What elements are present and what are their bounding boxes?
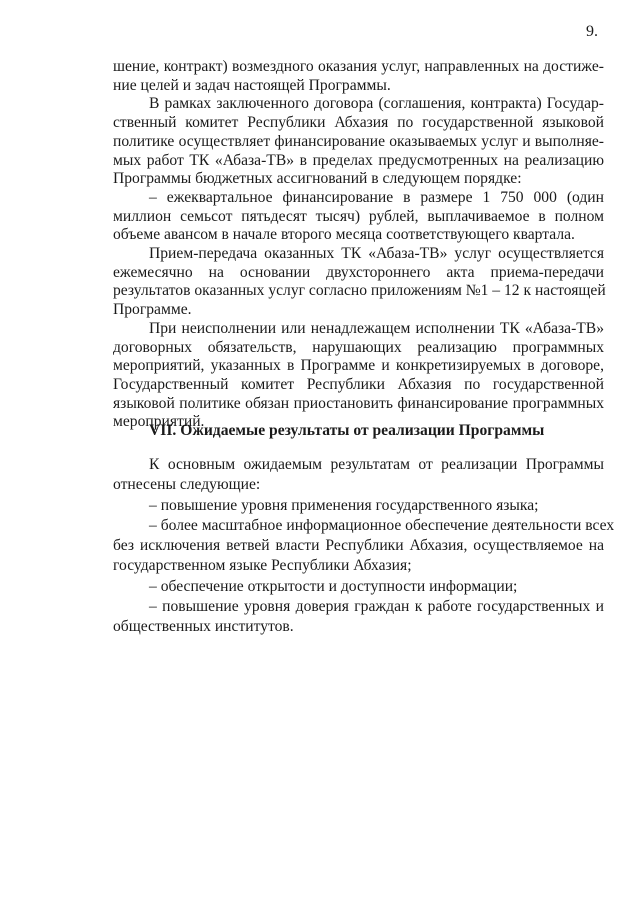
text-line: языковой политике обязан приостановить финансирование программных — [113, 394, 604, 412]
text-line: – обеспечение открытости и доступности информации; — [149, 577, 518, 595]
text-line: объеме авансом в начале второго месяца соответствующего квартала. — [113, 226, 575, 244]
text-line: – повышение уровня применения государственного языка; — [149, 496, 539, 514]
page-number: 9. — [586, 23, 598, 40]
text-line: ежемесячно на основании двухстороннего акта приема-передачи — [113, 263, 604, 281]
text-line: без исключения ветвей власти Республики Абхазия, осуществляемое на — [113, 537, 604, 555]
text-line: Программе. — [113, 301, 192, 319]
text-line: договорных обязательств, нарушающих реализацию программных — [113, 338, 604, 356]
section-expected-results-text — [113, 455, 615, 638]
text-line: ственный комитет Республики Абхазия по государственной языковой — [113, 114, 604, 132]
text-line: – ежеквартальное финансирование в размере 1 750 000 (один — [149, 188, 604, 206]
text-line: государственном языке Республики Абхазия; — [113, 557, 412, 575]
text-line: – более масштабное информационное обеспечение деятельности всех — [149, 516, 615, 534]
text-line: мых работ ТК «Абаза-ТВ» в пределах предусмотренных на реализацию — [113, 151, 604, 169]
text-line: К основным ожидаемым результатам от реализации Программы — [149, 456, 604, 473]
text-line: отнесены следующие: — [113, 476, 261, 494]
text-line: общественных институтов. — [113, 618, 294, 636]
text-line: шение, контракт) возмездного оказания услуг, направленных на достиже- — [113, 58, 604, 75]
text-line: результатов оказанных услуг согласно приложениям №1 – 12 к настоящей — [113, 282, 606, 300]
text-line: – повышение уровня доверия граждан к работе государственных и — [149, 598, 604, 616]
section-heading: VII. Ожидаемые результаты от реализации Программы — [149, 422, 545, 439]
text-line: мероприятий, указанных в Программе и конкретизируемых в договоре, — [113, 357, 604, 375]
text-line: миллион семьсот пятьдесят тысяч) рублей, выплачиваемое в полном — [113, 207, 604, 225]
text-line: ние целей и задач настоящей Программы. — [113, 76, 391, 94]
text-line: Государственный комитет Республики Абхазия по государственной — [113, 375, 604, 393]
section-funding-text — [113, 58, 604, 432]
text-line: В рамках заключенного договора (соглашения, контракта) Государ- — [149, 95, 604, 113]
text-line: Программы бюджетных ассигнований в следующем порядке: — [113, 170, 522, 188]
text-line: При неисполнении или ненадлежащем исполнении ТК «Абаза-ТВ» — [149, 319, 604, 337]
text-line: мероприятий. — [113, 413, 205, 431]
text-line: политике осуществляет финансирование оказываемых услуг и выполняе- — [113, 132, 604, 150]
text-line: Прием-передача оказанных ТК «Абаза-ТВ» услуг осуществляется — [149, 245, 604, 263]
